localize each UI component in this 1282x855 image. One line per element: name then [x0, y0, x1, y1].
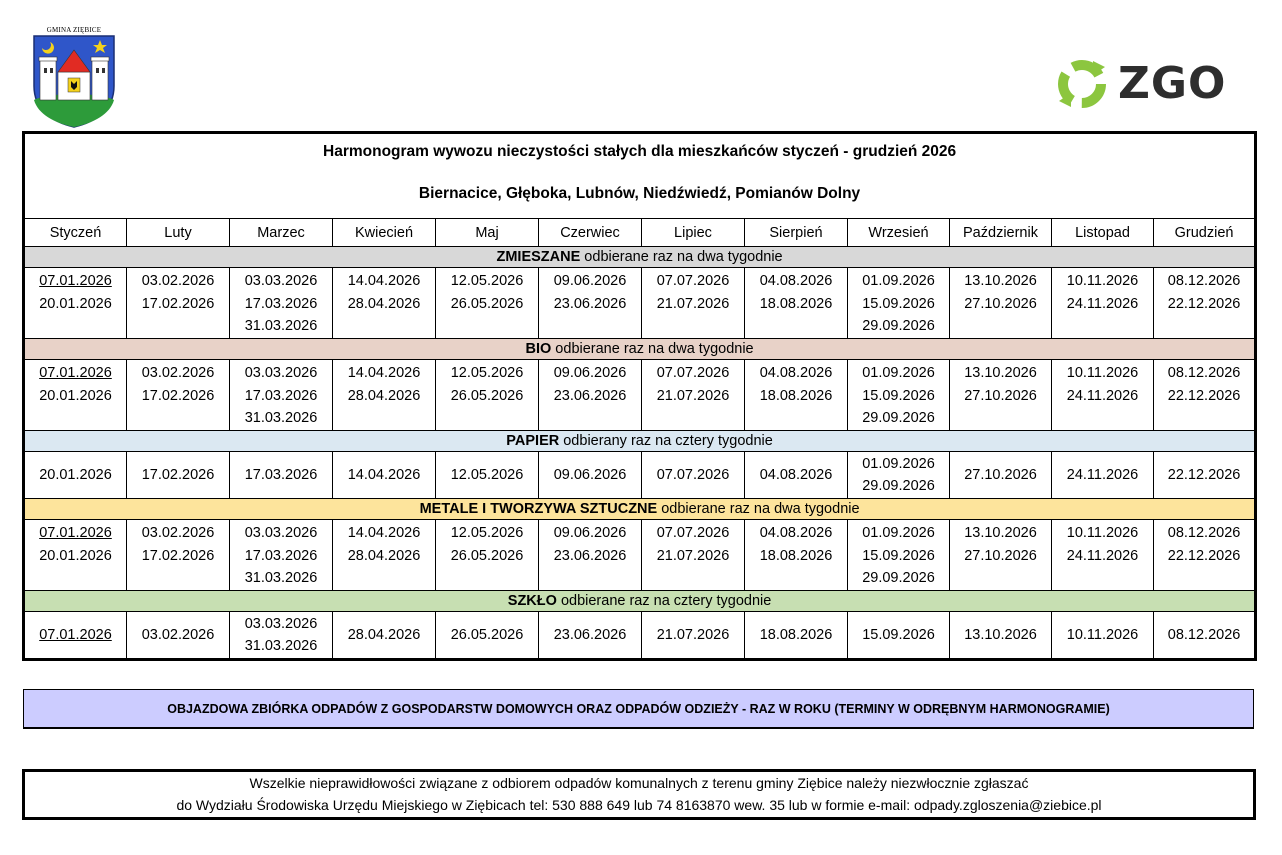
month-dates-cell	[745, 452, 848, 499]
month-header: Lipiec	[642, 219, 745, 247]
pickup-date: 23.06.2026	[553, 547, 627, 564]
pickup-date: 21.07.2026	[656, 387, 730, 404]
pickup-date: 23.06.2026	[553, 295, 627, 312]
month-dates-cell	[24, 612, 127, 660]
pickup-date: 10.11.2026	[1066, 273, 1139, 289]
month-dates-cell	[333, 360, 436, 431]
month-dates-cell	[24, 520, 127, 591]
dates-row-metale	[24, 520, 1256, 591]
month-dates-cell	[230, 452, 333, 499]
pickup-date: 09.06.2026	[553, 466, 627, 483]
pickup-date: 24.11.2026	[1066, 387, 1139, 404]
month-dates-cell	[1052, 452, 1154, 499]
pickup-date: 03.02.2026	[141, 273, 215, 289]
pickup-date: 17.02.2026	[141, 547, 215, 564]
month-dates-cell	[436, 268, 539, 339]
month-dates-cell	[539, 520, 642, 591]
month-dates-cell	[642, 520, 745, 591]
month-dates-cell	[127, 360, 230, 431]
month-dates-cell	[539, 452, 642, 499]
month-dates-cell	[436, 452, 539, 499]
month-dates-cell	[848, 268, 950, 339]
pickup-date: 21.07.2026	[656, 626, 730, 643]
pickup-date: 20.01.2026	[39, 466, 112, 483]
pickup-date: 24.11.2026	[1066, 547, 1139, 564]
pickup-date: 27.10.2026	[964, 387, 1037, 404]
month-dates-cell	[1052, 360, 1154, 431]
month-dates-cell	[436, 612, 539, 660]
places-list: Biernacice, Głęboka, Lubnów, Niedźwiedź, Pomianów Dolny	[24, 170, 1256, 219]
month-dates-cell	[24, 360, 127, 431]
month-header: Marzec	[230, 219, 333, 247]
pickup-date: 28.04.2026	[347, 547, 421, 564]
month-dates-cell	[1052, 268, 1154, 339]
pickup-date: 03.03.2026	[244, 525, 318, 541]
month-dates-cell	[950, 612, 1052, 660]
pickup-date: 31.03.2026	[244, 318, 318, 334]
pickup-date: 28.04.2026	[347, 626, 421, 643]
pickup-date: 15.09.2026	[862, 547, 935, 564]
pickup-date: 01.09.2026	[862, 273, 935, 289]
pickup-date: 04.08.2026	[759, 273, 833, 289]
pickup-date: 18.08.2026	[759, 547, 833, 564]
pickup-date: 09.06.2026	[553, 273, 627, 289]
month-dates-cell	[333, 452, 436, 499]
pickup-date: 03.03.2026	[244, 365, 318, 381]
schedule-table	[22, 131, 1257, 661]
category-row-papier	[24, 431, 1256, 452]
pickup-date: 28.04.2026	[347, 295, 421, 312]
pickup-date: 08.12.2026	[1167, 626, 1241, 643]
zgo-logo-text: ZGO	[1118, 58, 1227, 109]
category-name: SZKŁO	[507, 593, 557, 609]
schedule-title: Harmonogram wywozu nieczystości stałych dla mieszkańców styczeń - grudzień 2026	[24, 133, 1256, 171]
category-frequency: odbierane raz na cztery tygodnie	[556, 593, 772, 609]
month-header: Luty	[127, 219, 230, 247]
pickup-date: 04.08.2026	[759, 525, 833, 541]
months-row	[24, 219, 1256, 247]
pickup-date: 26.05.2026	[450, 295, 524, 312]
month-header: Styczeń	[24, 219, 127, 247]
pickup-date: 04.08.2026	[759, 466, 833, 483]
pickup-date: 22.12.2026	[1167, 547, 1241, 564]
pickup-date: 15.09.2026	[862, 626, 935, 643]
category-header	[24, 247, 1256, 268]
pickup-date: 10.11.2026	[1066, 525, 1139, 541]
category-header	[24, 591, 1256, 612]
pickup-date: 08.12.2026	[1167, 365, 1241, 381]
pickup-date: 26.05.2026	[450, 387, 524, 404]
pickup-date: 10.11.2026	[1066, 365, 1139, 381]
pickup-date: 07.01.2026	[39, 525, 112, 541]
pickup-date: 03.02.2026	[141, 365, 215, 381]
pickup-date: 07.01.2026	[39, 273, 112, 289]
pickup-date: 13.10.2026	[964, 525, 1037, 541]
contact-box	[22, 769, 1256, 820]
month-dates-cell	[539, 268, 642, 339]
pickup-date: 18.08.2026	[759, 387, 833, 404]
pickup-date: 31.03.2026	[244, 410, 318, 426]
category-name: PAPIER	[506, 433, 560, 449]
pickup-date: 12.05.2026	[450, 466, 524, 483]
pickup-date: 03.03.2026	[244, 615, 318, 632]
pickup-date: 27.10.2026	[964, 295, 1037, 312]
pickup-date: 22.12.2026	[1167, 466, 1241, 483]
month-dates-cell	[127, 520, 230, 591]
pickup-date: 07.07.2026	[656, 525, 730, 541]
category-header	[24, 339, 1256, 360]
month-dates-cell	[1154, 268, 1256, 339]
month-dates-cell	[127, 268, 230, 339]
pickup-date: 09.06.2026	[553, 525, 627, 541]
pickup-date: 17.03.2026	[244, 466, 318, 483]
pickup-date: 26.05.2026	[450, 626, 524, 643]
pickup-date: 03.02.2026	[141, 525, 215, 541]
contact-line-2: do Wydziału Środowiska Urzędu Miejskiego w Ziębicach tel: 530 888 649 lub 74 8163870 wew. 35 lub w formie e-mail: odpady.zgloszenia@ziebice.pl	[176, 797, 1102, 813]
pickup-date: 20.01.2026	[39, 387, 112, 404]
pickup-date: 17.02.2026	[141, 466, 215, 483]
pickup-date: 04.08.2026	[759, 365, 833, 381]
pickup-date: 03.02.2026	[141, 626, 215, 643]
month-dates-cell	[642, 452, 745, 499]
pickup-date: 22.12.2026	[1167, 295, 1241, 312]
pickup-date: 18.08.2026	[759, 295, 833, 312]
pickup-date: 01.09.2026	[862, 525, 935, 541]
category-frequency: odbierane raz na dwa tygodnie	[657, 501, 860, 517]
pickup-date: 17.02.2026	[141, 387, 215, 404]
pickup-date: 23.06.2026	[553, 387, 627, 404]
pickup-date: 31.03.2026	[244, 570, 318, 586]
category-row-zmieszane	[24, 247, 1256, 268]
month-dates-cell	[848, 520, 950, 591]
category-frequency: odbierane raz na dwa tygodnie	[551, 341, 754, 357]
contact-line-1: Wszelkie nieprawidłowości związane z odbiorem odpadów komunalnych z terenu gminy Ziębice należy niezwłocznie zgłaszać	[249, 775, 1029, 791]
month-dates-cell	[230, 360, 333, 431]
category-frequency: odbierane raz na dwa tygodnie	[580, 249, 783, 265]
month-dates-cell	[848, 452, 950, 499]
pickup-date: 07.01.2026	[39, 626, 112, 643]
dates-row-papier	[24, 452, 1256, 499]
bulk-waste-notice	[23, 689, 1254, 729]
month-dates-cell	[539, 612, 642, 660]
pickup-date: 09.06.2026	[553, 365, 627, 381]
month-dates-cell	[1154, 452, 1256, 499]
pickup-date: 29.09.2026	[862, 318, 935, 334]
month-dates-cell	[24, 452, 127, 499]
month-dates-cell	[950, 452, 1052, 499]
pickup-date: 18.08.2026	[759, 626, 833, 643]
month-dates-cell	[950, 360, 1052, 431]
pickup-date: 31.03.2026	[244, 638, 318, 654]
pickup-date: 26.05.2026	[450, 547, 524, 564]
month-dates-cell	[1052, 520, 1154, 591]
pickup-date: 14.04.2026	[347, 273, 421, 289]
pickup-date: 21.07.2026	[656, 547, 730, 564]
pickup-date: 20.01.2026	[39, 295, 112, 312]
category-header	[24, 431, 1256, 452]
month-header: Listopad	[1052, 219, 1154, 247]
pickup-date: 17.03.2026	[244, 295, 318, 312]
pickup-date: 27.10.2026	[964, 547, 1037, 564]
month-dates-cell	[1154, 360, 1256, 431]
dates-row-szklo	[24, 612, 1256, 660]
month-dates-cell	[642, 268, 745, 339]
pickup-date: 13.10.2026	[964, 626, 1037, 643]
month-dates-cell	[950, 268, 1052, 339]
month-dates-cell	[436, 520, 539, 591]
pickup-date: 17.02.2026	[141, 295, 215, 312]
pickup-date: 07.07.2026	[656, 365, 730, 381]
month-dates-cell	[127, 612, 230, 660]
month-header: Kwiecień	[333, 219, 436, 247]
pickup-date: 27.10.2026	[964, 466, 1037, 483]
month-dates-cell	[333, 268, 436, 339]
pickup-date: 28.04.2026	[347, 387, 421, 404]
pickup-date: 20.01.2026	[39, 547, 112, 564]
month-dates-cell	[333, 612, 436, 660]
month-header: Maj	[436, 219, 539, 247]
pickup-date: 10.11.2026	[1066, 626, 1139, 643]
category-row-szklo	[24, 591, 1256, 612]
category-row-metale	[24, 499, 1256, 520]
schedule-title-row	[24, 133, 1256, 171]
pickup-date: 07.01.2026	[39, 365, 112, 381]
pickup-date: 29.09.2026	[862, 570, 935, 586]
month-dates-cell	[642, 612, 745, 660]
pickup-date: 13.10.2026	[964, 273, 1037, 289]
month-dates-cell	[745, 360, 848, 431]
pickup-date: 15.09.2026	[862, 295, 935, 312]
category-header	[24, 499, 1256, 520]
month-dates-cell	[230, 520, 333, 591]
crest-label: GMINA ZIĘBICE	[46, 26, 102, 34]
pickup-date: 08.12.2026	[1167, 525, 1241, 541]
pickup-date: 29.09.2026	[862, 410, 935, 426]
month-dates-cell	[230, 612, 333, 660]
month-dates-cell	[745, 520, 848, 591]
pickup-date: 12.05.2026	[450, 273, 524, 289]
bulk-waste-notice-text: OBJAZDOWA ZBIÓRKA ODPADÓW Z GOSPODARSTW DOMOWYCH ORAZ ODPADÓW ODZIEŻY - RAZ W ROKU (TERMINY W ODRĘBNYM HARMONOGRAMIE)	[167, 701, 1110, 716]
pickup-date: 08.12.2026	[1167, 273, 1241, 289]
pickup-date: 14.04.2026	[347, 525, 421, 541]
month-dates-cell	[1154, 520, 1256, 591]
month-dates-cell	[127, 452, 230, 499]
pickup-date: 17.03.2026	[244, 547, 318, 564]
pickup-date: 13.10.2026	[964, 365, 1037, 381]
dates-row-zmieszane	[24, 268, 1256, 339]
month-dates-cell	[745, 268, 848, 339]
month-dates-cell	[436, 360, 539, 431]
month-header: Październik	[950, 219, 1052, 247]
pickup-date: 23.06.2026	[553, 626, 627, 643]
pickup-date: 12.05.2026	[450, 525, 524, 541]
pickup-date: 21.07.2026	[656, 295, 730, 312]
places-row	[24, 170, 1256, 219]
ziebice-crest-icon	[28, 26, 120, 128]
month-dates-cell	[1154, 612, 1256, 660]
month-dates-cell	[848, 612, 950, 660]
pickup-date: 17.03.2026	[244, 387, 318, 404]
month-header: Grudzień	[1154, 219, 1256, 247]
month-dates-cell	[539, 360, 642, 431]
pickup-date: 29.09.2026	[862, 478, 935, 494]
pickup-date: 24.11.2026	[1066, 295, 1139, 312]
category-name: BIO	[525, 341, 552, 357]
pickup-date: 14.04.2026	[347, 466, 421, 483]
month-dates-cell	[950, 520, 1052, 591]
pickup-date: 01.09.2026	[862, 365, 935, 381]
pickup-date: 07.07.2026	[656, 466, 730, 483]
pickup-date: 07.07.2026	[656, 273, 730, 289]
month-dates-cell	[745, 612, 848, 660]
pickup-date: 24.11.2026	[1066, 466, 1139, 483]
category-name: METALE I TWORZYWA SZTUCZNE	[419, 501, 658, 517]
month-header: Sierpień	[745, 219, 848, 247]
month-dates-cell	[333, 520, 436, 591]
month-dates-cell	[642, 360, 745, 431]
pickup-date: 12.05.2026	[450, 365, 524, 381]
pickup-date: 22.12.2026	[1167, 387, 1241, 404]
category-name: ZMIESZANE	[496, 249, 581, 265]
month-header: Wrzesień	[848, 219, 950, 247]
month-dates-cell	[848, 360, 950, 431]
pickup-date: 15.09.2026	[862, 387, 935, 404]
pickup-date: 03.03.2026	[244, 273, 318, 289]
category-frequency: odbierany raz na cztery tygodnie	[559, 433, 773, 449]
month-dates-cell	[1052, 612, 1154, 660]
pickup-date: 01.09.2026	[862, 455, 935, 472]
month-dates-cell	[24, 268, 127, 339]
month-dates-cell	[230, 268, 333, 339]
category-row-bio	[24, 339, 1256, 360]
month-header: Czerwiec	[539, 219, 642, 247]
pickup-date: 14.04.2026	[347, 365, 421, 381]
dates-row-bio	[24, 360, 1256, 431]
